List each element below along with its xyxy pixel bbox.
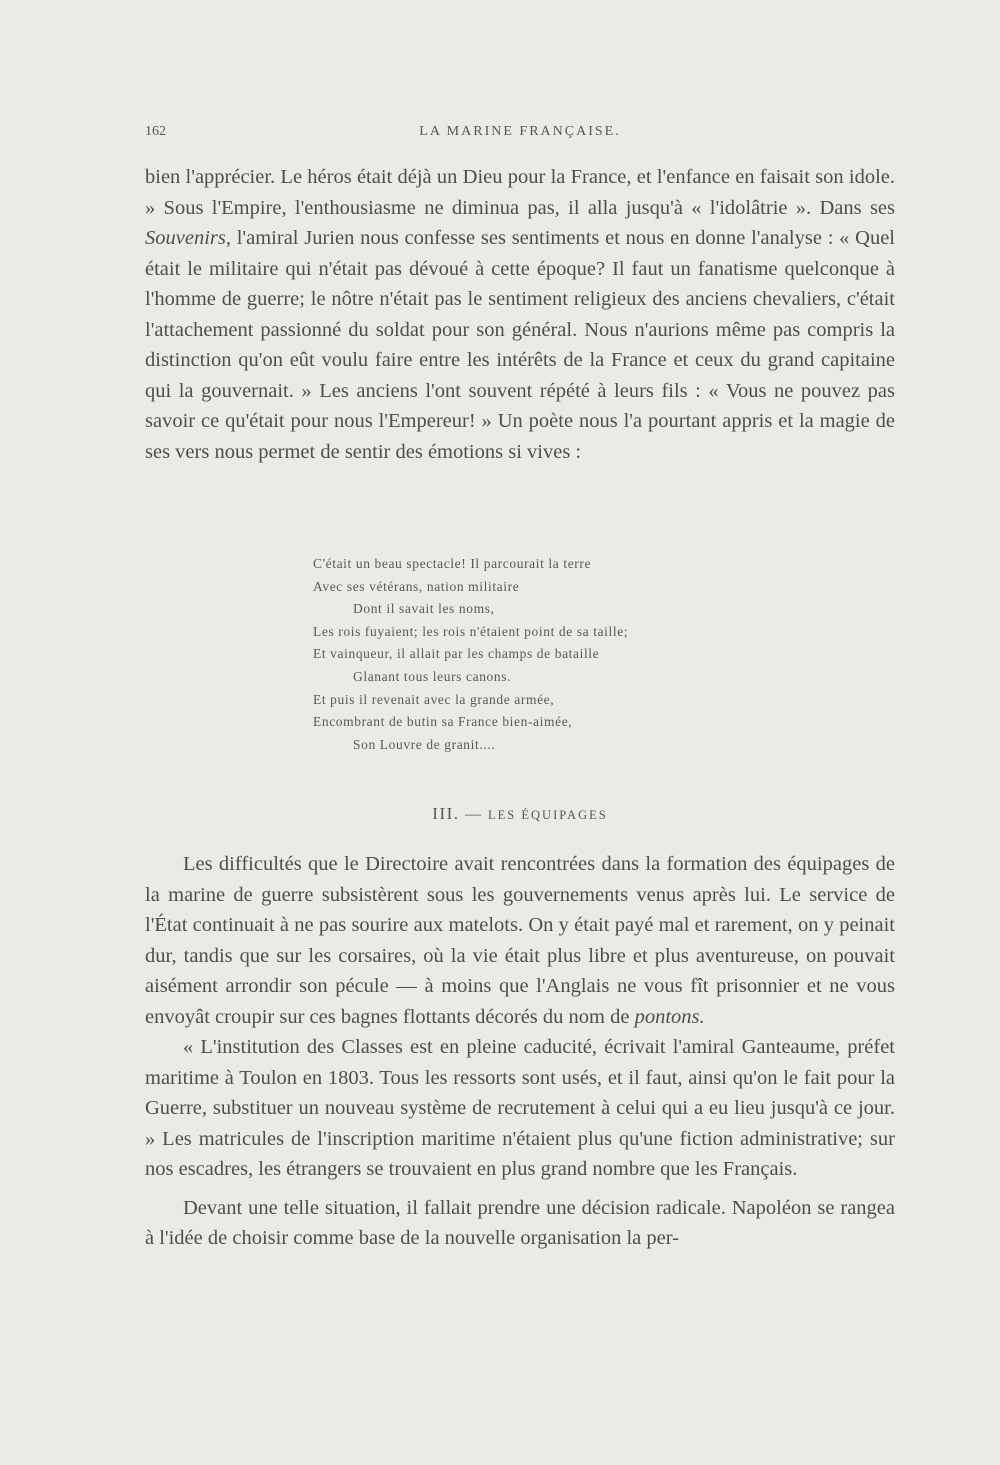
poem-line: Son Louvre de granit.... [353, 736, 496, 752]
italic-term: pontons. [634, 1005, 705, 1028]
running-head [145, 124, 895, 148]
body-text-top [145, 162, 895, 467]
poem-line: Encombrant de butin sa France bien-aimée, [313, 714, 573, 730]
paragraph [145, 849, 895, 1032]
poem-line: Dont il savait les noms, [353, 601, 495, 617]
running-title: LA MARINE FRANÇAISE. [419, 124, 621, 139]
paragraph-text: l'amiral Jurien nous confesse ses sentiments et nous en donne l'analyse : « Quel était le militaire qui n'était pas dévoué à cette époque? Il faut un fanatisme quelconque à l'homme de guerre; le nôtre n'était pas le sentiment religieux des anciens chevaliers, c'était l'attachement passionné du soldat pour son général. Nous n'aurions même pas compris la distinction qu'on eût voulu faire entre les intérêts de la France et ceux du grand capitaine qui la gouvernait. » Les anciens l'ont souvent répété à leurs fils : « Vous ne pouvez pas savoir ce qu'était pour nous l'Empereur! » Un poète nous l'a pourtant appris et la magie de ses vers nous permet de sentir des émotions si vives : [145, 227, 895, 463]
section-heading [145, 804, 895, 824]
section-numeral: III. [432, 804, 460, 823]
italic-title: Souvenirs, [145, 227, 231, 249]
poem-line: C'était un beau spectacle! Il parcourait la terre [313, 556, 592, 571]
paragraph-text: Les difficultés que le Directoire avait rencontrées dans la formation des équipages de la marine de guerre subsistèrent sous les gouvernements venus après lui. Le service de l'État continuait à ne pas sourire aux matelots. On y était payé mal et rarement, on y peinait dur, tandis que sur les corsaires, où la vie était plus libre et plus aventureuse, on pouvait aisément arrondir son pécule — à moins que l'Anglais ne vous fît prisonnier et ne vous envoyât croupir sur ces bagnes flottants décorés du nom de [145, 853, 895, 1028]
poem-line: Avec ses vétérans, nation militaire [313, 578, 520, 594]
poem-quotation [313, 553, 773, 756]
paragraph-text: bien l'apprécier. Le héros était déjà un Dieu pour la France, et l'enfance en faisait son idole. » Sous l'Empire, l'enthousiasme ne diminua pas, il alla jusqu'à « l'idolâtrie ». Dans ses [145, 166, 895, 219]
section-label: LES ÉQUIPAGES [488, 808, 608, 822]
paragraph: Devant une telle situation, il fallait prendre une décision radicale. Napoléon se rangea à l'idée de choisir comme base de la nouvelle organisation la per- [145, 1196, 895, 1249]
paragraph: « L'institution des Classes est en pleine caducité, écrivait l'amiral Ganteaume, préfet maritime à Toulon en 1803. Tous les ressorts sont usés, et il faut, ainsi qu'on le fait pour la Guerre, substituer un nouveau système de recrutement à celui qui a eu lieu jusqu'à ce jour. » Les matricules de l'inscription maritime n'étaient plus qu'une fiction administrative; sur nos escadres, les étrangers se trouvaient en plus grand nombre que les Français. [145, 1036, 895, 1180]
poem-line: Glanant tous leurs canons. [353, 668, 512, 684]
section-dash: — [465, 806, 483, 823]
poem-line: Les rois fuyaient; les rois n'étaient point de sa taille; [313, 623, 629, 639]
body-text-bottom [145, 849, 895, 1254]
poem-line: Et vainqueur, il allait par les champs de bataille [313, 646, 600, 662]
page-number: 162 [145, 124, 166, 139]
poem-line: Et puis il revenait avec la grande armée, [313, 691, 555, 707]
paragraph [145, 162, 895, 467]
